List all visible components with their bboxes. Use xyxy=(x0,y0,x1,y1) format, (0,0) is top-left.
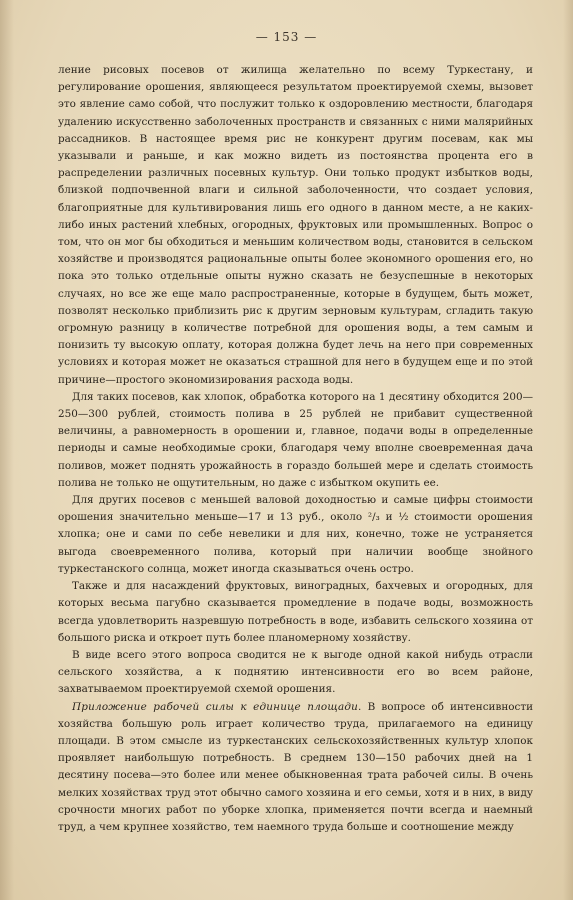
paragraph-2: Для таких посевов, как хлопок, обработка которого на 1 десятину обходится 200—250—300 рублей, стоимость полива в 25 рублей не прибавит существенной величины, а равномерность в орошении и, главное, подачи воды в определенные периоды и самые необходимые сроки, благодаря чему вполне своевременная дача поливов, может поднять урожайность в гораздо большей мере и сделать стоимость полива не только не ощутительным, но даже с избытком окупить ее. xyxy=(58,390,533,489)
paragraph-6 xyxy=(58,699,533,837)
edge-shadow xyxy=(563,0,573,900)
paragraph-6-text: В вопросе об интенсивности хозяйства большую роль играет количество труда, прилагаемого на единицу площади. В этом смысле из туркестанских сельскохозяйственных культур хлопок проявляет наибольшую потребность. В среднем 130—150 рабочих дней на 1 десятину посева—это более или менее обыкновенная трата рабочей силы. В очень мелких хозяйствах труд этот обычно самого хозяина и его семьи, хотя и в них, в виду срочности многих работ по уборке хлопка, применяется почти всегда и наемный труд, а чем крупнее хозяйство, тем наемного труда больше и соотношение между xyxy=(58,700,533,833)
page-number: — 153 — xyxy=(255,30,318,44)
paragraph-1: ление рисовых посевов от жилища желательно по всему Туркестану, и регулирование орошения, являющееся результатом проектируемой схемы, вызовет это явление само собой, что послужит только к оздоровлению местности, благодаря удалению искусственно заболоченных пространств и связанных с ними малярийных рассадников. В настоящее время рис не конкурент другим посевам, как мы указывали и раньше, и как можно видеть из постоянства процента его в распределении различных посевных культур. Они только продукт избытков воды, близкой подпочвенной влаги и сильной заболоченности, что создает условия, благоприятные для культивирования лишь его одного в данном месте, а не каких-либо иных растений хлебных, огородных, фруктовых или промышленных. Вопрос о том, что он мог бы обходиться и меньшим количеством воды, становится в сельском хозяйстве и производятся рациональные опыты более экономного орошения его, но пока это только отдельные опыты нужно сказать не безуспешные в некоторых случаях, но все же еще мало распространенные, которые в будущем, быть может, позволят несколько приблизить рис к другим зерновым культурам, сгладить такую огромную разницу в количестве потребной для орошения воды, а тем самым и понизить ту высокую оплату, которая должна будет лечь на него при современных условиях и которая может не оказаться страшной для него в будущем еще и по этой причине—простого экономизирования расхода воды. xyxy=(58,64,533,386)
paragraph-3: Для других посевов с меньшей валовой доходностью и самые цифры стоимости орошения значительно меньше—17 и 13 руб., около ²/₃ и ½ стоимости орошения хлопка; оне и сами по себе невелики и для них, конечно, тоже не устраняется выгода своевременного полива, который при наличии вообще знойного туркестанского солнца, может иногда сказываться очень остро. xyxy=(58,494,533,575)
paragraph-5: В виде всего этого вопроса сводится не к выгоде одной какой нибудь отрасли сельского хозяйства, а к поднятию интенсивности его во всем районе, захватываемом проектируемой схемой орошения. xyxy=(58,648,533,696)
binding-shadow xyxy=(0,0,14,900)
section-heading: Приложение рабочей силы к единице площади. xyxy=(72,700,362,713)
paragraph-4: Также и для насаждений фруктовых, виноградных, бахчевых и огородных, для которых весьма пагубно сказывается промедление в подаче воды, возможность всегда удовлетворить назревшую потребность в воде, избавить сельского хозяина от большого риска и откроет путь более планомерному хозяйству. xyxy=(58,580,533,644)
body-text xyxy=(58,62,533,836)
